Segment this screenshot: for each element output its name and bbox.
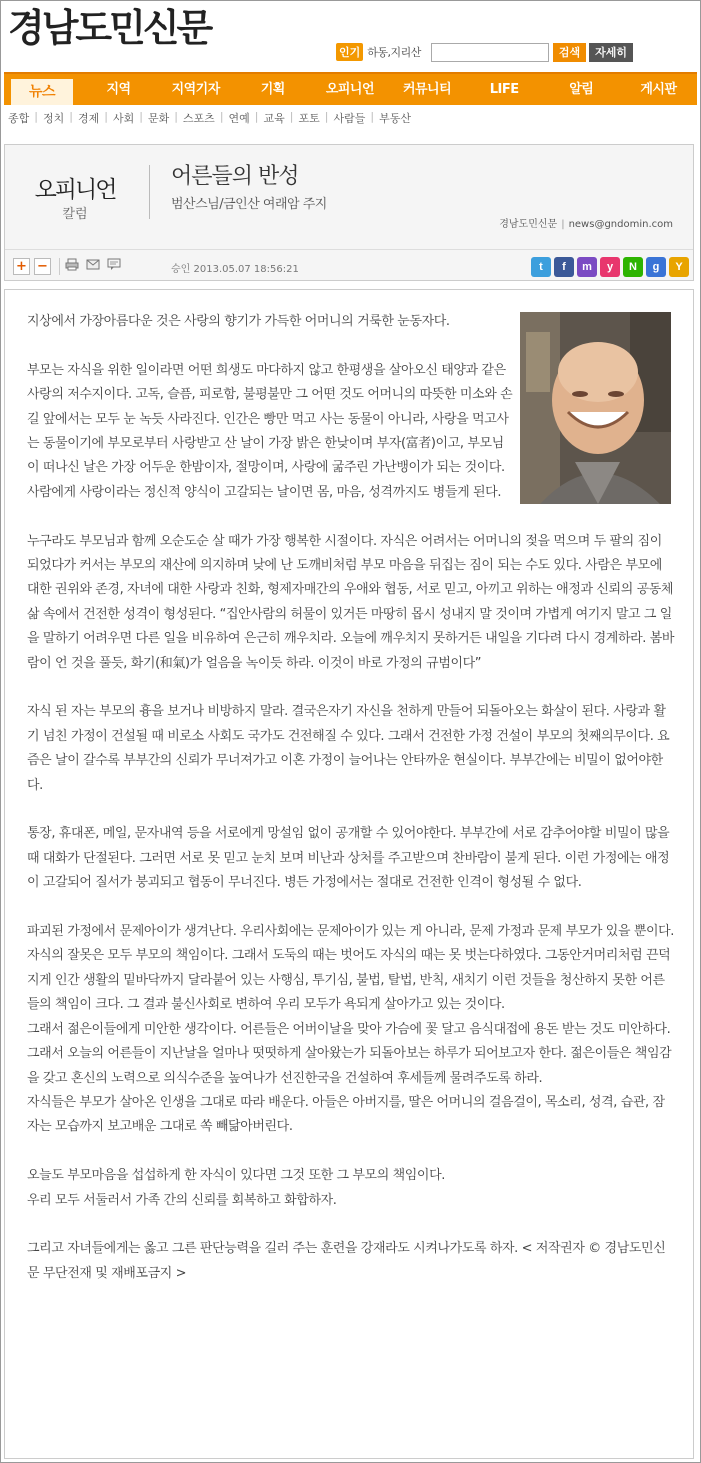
subnav-item-people[interactable]: 사람들 (333, 112, 366, 125)
subnav-sep: | (139, 110, 143, 123)
photo-spacer (515, 310, 675, 506)
hot-badge: 인기 (336, 43, 363, 61)
subnav-item-society[interactable]: 사회 (112, 112, 135, 125)
article-paragraph: 자식 된 자는 부모의 흉을 보거나 비방하지 말라. 결국은자기 자신을 천하게 만들어 되돌아오는 화살이 된다. 사랑과 활기 넘친 가정이 건설될 때 비로소 사회도 국가도 건전해질 수 있다. 그래서 건전한 가정 건설이 부모의 첫째의무이다. 요즘은 날이 갈수록 부부간의 신뢰가 무너져가고 이혼 가정이 늘어나는 안타까운 현실이다. 부부간에는 비밀이 없어야한다. (27, 704, 670, 793)
subnav-sep: | (174, 110, 178, 123)
subnav-sep: | (370, 110, 375, 123)
yozm-icon[interactable]: y (600, 257, 620, 277)
publisher-name: 경남도민신문 (499, 219, 558, 230)
subnav-sep: | (104, 110, 108, 123)
subnav-sep: | (324, 110, 329, 123)
article-paragraph: 그래서 젊은이들에게 미안한 생각이다. 어른들은 어버이날을 맞아 가슴에 꽃 달고 음식대접에 용돈 받는 것도 미안하다. 그래서 오늘의 어른들이 지난날을 얼마나 떳떳하게 살아왔는가 되돌아보는 하루가 되어보고자 한다. 젊은이들은 책임감을 갖고 혼신의 노력으로 의식수준을 높여나가 선진한국을 건설하여 후세들께 물려주도록 하라. (27, 1021, 672, 1086)
detail-search-button[interactable]: 자세히 (589, 43, 633, 62)
subnav-item-photo[interactable]: 포토 (298, 112, 320, 125)
google-icon[interactable]: g (646, 257, 666, 277)
article-paragraph (27, 676, 675, 700)
tab-community[interactable]: 커뮤니티 (402, 82, 452, 97)
subnav-item-sports[interactable]: 스포츠 (182, 112, 215, 125)
tab-region[interactable]: 지역 (106, 82, 131, 97)
article-paragraph: 사람에게 사랑이라는 정신적 양식이 고갈되는 날이면 몸, 마음, 성격까지도 병들게 된다. (27, 484, 502, 500)
tab-region-reporter[interactable]: 지역기자 (171, 82, 220, 97)
subnav-item-politics[interactable]: 정치 (42, 112, 65, 125)
article-paragraph: 지상에서 가장아름다운 것은 사랑의 향기가 가득한 어머니의 거룩한 눈동자다. (27, 314, 450, 329)
site-logo[interactable]: 경남도민신문 (8, 6, 211, 50)
article-paragraph (27, 1213, 675, 1237)
tab-life[interactable]: LIFE (489, 82, 519, 97)
article-paragraph: 그리고 자녀들에게는 옳고 그른 판단능력을 길러 주는 훈련을 강재라도 시켜나가도록 하자. < 저작권자 © 경남도민신문 무단전재 및 재배포금지 > (27, 1241, 666, 1281)
tab-notice[interactable]: 알림 (569, 82, 594, 97)
search-area (336, 42, 633, 62)
toolbar-divider (59, 258, 60, 275)
subnav-sep: | (254, 110, 259, 123)
article-paragraph: 파괴된 가정에서 문제아이가 생겨난다. 우리사회에는 문제아이가 있는 게 아니라, 문제 가정과 문제 부모가 있을 뿐이다. 자식의 잘못은 모두 부모의 책임이다. 그래서 도둑의 때는 벗어도 자식의 때는 못 벗는다하였다. 그동안거머리처럼 끈덕지게 인간 생활의 밑바닥까지 달라붙어 있는 사행심, 투기심, 불법, 탈법, 반칙, 새치기 이런 것들을 청산하지 못한 어른들의 책임이 크다. 그 결과 불신사회로 변하여 우리 모두가 욕되게 살아가고 있는 것이다. (27, 924, 675, 1013)
subnav-item-entertainment[interactable]: 연예 (228, 112, 250, 125)
article-paragraph: 우리 모두 서둘러서 가족 간의 신뢰를 회복하고 화합하자. (27, 1192, 337, 1208)
section-title: 오피니언 (34, 177, 116, 203)
header-divider (149, 165, 150, 219)
article-text (27, 310, 675, 1286)
email-icon[interactable] (84, 258, 102, 275)
tab-news[interactable]: 뉴스 (10, 78, 74, 105)
article-title: 어른들의 반성 (171, 164, 299, 189)
article-paragraph: 자식들은 부모가 살아온 인생을 그대로 따라 배운다. 아들은 아버지를, 딸은 어머니의 걸음걸이, 목소리, 성격, 습관, 잠자는 모습까지 보고배운 그대로 쏙 빼닮아버린다. (27, 1094, 665, 1135)
comment-icon[interactable] (105, 258, 123, 275)
font-increase-button[interactable]: + (13, 258, 30, 275)
article-paragraph (27, 896, 675, 920)
article-body (4, 289, 694, 1459)
subnav-sep: | (219, 110, 224, 123)
article-paragraph: 부모는 자식을 위한 일이라면 어떤 희생도 마다하지 않고 한평생을 살아오신 태양과 같은 사랑의 저수지이다. 고독, 슬픔, 피로함, 불평불만 그 어떤 것도 어머니의 따뜻한 미소와 손길 앞에서는 모두 눈 녹듯 사라진다. 인간은 빵만 먹고 사는 동물이 아니라, 사랑을 먹고사는 동물이기에 부모로부터 사랑받고 산 날이 가장 밝은 한낮이며 부자(富者)이고, 부모님이 떠나신 날은 가장 어두운 한밤이자, 절망이며, 사랑에 굶주린 가난뱅이가 되는 것이다. (27, 362, 513, 476)
tab-feature[interactable]: 기획 (260, 82, 285, 97)
subnav-sep: | (34, 110, 38, 123)
subnav-item-education[interactable]: 교육 (263, 112, 285, 125)
article-header (4, 144, 694, 281)
subnav-item-general[interactable]: 종합 (8, 112, 30, 125)
share-icons (528, 257, 689, 277)
main-nav (4, 72, 697, 105)
section-subtitle: 칼럼 (62, 207, 88, 222)
tab-board[interactable]: 게시판 (640, 82, 677, 97)
search-input[interactable] (431, 43, 549, 62)
twitter-icon[interactable]: t (531, 257, 551, 277)
byline (499, 215, 673, 230)
publisher-email[interactable]: news@gndomin.com (568, 219, 673, 230)
subnav-sep: | (289, 110, 294, 123)
approved-datetime: 승인 2013.05.07 18:56:21 (171, 264, 299, 275)
article-paragraph: 누구라도 부모님과 함께 오순도순 살 때가 가장 행복한 시절이다. 자식은 어려서는 어머니의 젖을 먹으며 두 팔의 짐이 되었다가 커서는 부모의 재산에 의지하며 낮에 난 도깨비처럼 부모 마음을 뒤집는 짐이 되는 수도 있다. 사람은 부모에 대한 권위와 존경, 자녀에 대한 사랑과 친화, 형제자매간의 우애와 협동, 서로 믿고, 아끼고 위하는 애정과 신뢰의 공동체 삶 속에서 건전한 성격이 형성된다. “집안사람의 허물이 있거든 마땅히 몹시 성내지 말 것이며 가볍게 여기지 말고 그 일을 말하기 어려우면 다른 일을 비유하여 은근히 깨우치라. 오늘에 깨우치지 못하거든 내일을 기다려 다시 경계하라. 봄바람이 언 것을 풀듯, 화기(和氣)가 얼음을 녹이듯 하라. 이것이 바로 가정의 규범이다” (27, 533, 675, 671)
subnav-item-realestate[interactable]: 부동산 (379, 112, 411, 125)
me2day-icon[interactable]: m (577, 257, 597, 277)
sub-nav (8, 110, 411, 128)
article-toolbar (5, 249, 693, 281)
print-icon[interactable] (63, 258, 81, 275)
article-author: 범산스님/금인산 여래암 주지 (171, 197, 327, 212)
naver-icon[interactable]: N (623, 257, 643, 277)
facebook-icon[interactable]: f (554, 257, 574, 277)
article-paragraph (27, 798, 675, 822)
yahoo-icon[interactable]: Y (669, 257, 689, 277)
subnav-item-culture[interactable]: 문화 (147, 112, 170, 125)
font-decrease-button[interactable]: − (34, 258, 51, 275)
article-paragraph: 오늘도 부모마음을 섭섭하게 한 자식이 있다면 그것 또한 그 부모의 책임이다. (27, 1168, 445, 1184)
search-button[interactable]: 검색 (553, 43, 586, 62)
subnav-sep: | (69, 110, 73, 123)
tab-opinion[interactable]: 오피니언 (325, 82, 375, 97)
byline-sep: | (561, 219, 565, 230)
hot-keywords[interactable]: 하동,지리산 (367, 46, 421, 59)
article-paragraph (27, 1140, 675, 1164)
subnav-item-economy[interactable]: 경제 (77, 112, 100, 125)
article-paragraph (27, 505, 675, 529)
article-paragraph: 통장, 휴대폰, 메일, 문자내역 등을 서로에게 망설임 없이 공개할 수 있어야한다. 부부간에 서로 감추어야할 비밀이 많을 때 대화가 단절된다. 그러면 서로 못 믿고 눈치 보며 비난과 상처를 주고받으며 찬바람이 불게 된다. 이런 가정에는 애정이 고갈되어 질서가 붕괴되고 협동이 무너진다. 병든 가정에서는 절대로 건전한 인격이 형성될 수 없다. (27, 826, 670, 891)
